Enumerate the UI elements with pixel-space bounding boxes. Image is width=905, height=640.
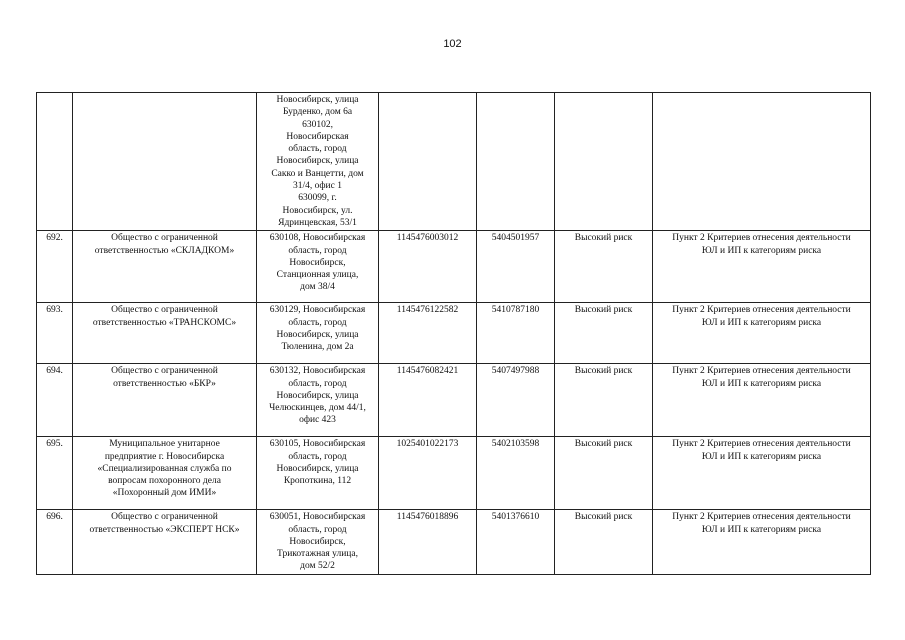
address-cell [257,231,379,303]
org-name-line: Общество с ограниченной [111,233,218,244]
org-name-line: вопросам похоронного дела [108,476,221,487]
address-line: область, город [288,144,347,155]
criteria-line: Пункт 2 Критериев отнесения деятельности [672,366,851,377]
address-line: 630099, г. [298,193,337,204]
ogrn-cell: 1145476122582 [379,303,477,364]
address-line: 630102, [302,119,333,130]
address-line: Новосибирск, улица [276,329,359,340]
row-number-cell: 693. [37,303,73,364]
address-line: Новосибирск, [289,257,346,268]
org-name-cell [73,231,257,303]
address-line: Челюскинцев, дом 44/1, [269,403,366,414]
org-name-cell [73,510,257,574]
criteria-line: ЮЛ и ИП к категориям риска [701,317,822,328]
address-line: Новосибирск, улица [276,463,359,474]
address-line: область, город [288,451,347,462]
risk-cell [555,93,653,231]
address-line: 630105, Новосибирская [269,439,366,450]
address-line: Новосибирск, [289,536,346,547]
risk-cell: Высокий риск [555,510,653,574]
inn-cell: 5410787180 [477,303,555,364]
address-line: Новосибирск, ул. [282,205,353,216]
address-line: Тюленина, дом 2а [281,342,354,353]
criteria-cell [653,231,871,303]
address-cell [257,364,379,437]
address-line: область, город [288,524,347,535]
page-number: 102 [443,38,462,50]
org-name-line: Общество с ограниченной [111,366,218,377]
criteria-cell [653,437,871,510]
table-row [37,364,871,437]
table-row [37,303,871,364]
address-line: 630129, Новосибирская [269,305,366,316]
address-line: Новосибирск, улица [276,95,359,105]
inn-cell [477,93,555,231]
address-cell [257,510,379,574]
criteria-line: Пункт 2 Критериев отнесения деятельности [672,305,851,316]
risk-cell: Высокий риск [555,437,653,510]
row-number-cell: 696. [37,510,73,574]
org-name-line: предприятие г. Новосибирска [104,451,225,462]
criteria-cell [653,93,871,231]
org-name-line: «Специализированная служба по [97,463,232,474]
address-cell [257,93,379,231]
address-line: область, город [288,317,347,328]
ogrn-cell [379,93,477,231]
criteria-cell [653,303,871,364]
org-name-line: ответственностью «ЭКСПЕРТ НСК» [89,524,240,535]
address-line: офис 423 [299,415,336,426]
registry-table [36,92,871,575]
table-row [37,231,871,303]
inn-cell: 5402103598 [477,437,555,510]
ogrn-cell: 1025401022173 [379,437,477,510]
criteria-line: Пункт 2 Критериев отнесения деятельности [672,233,851,244]
address-line: 630132, Новосибирская [269,366,366,377]
address-line: 630108, Новосибирская [269,233,366,244]
address-line: 630051, Новосибирская [269,512,366,523]
criteria-line: ЮЛ и ИП к категориям риска [701,245,822,256]
risk-cell: Высокий риск [555,231,653,303]
address-line: дом 52/2 [300,561,335,572]
org-name-cell [73,303,257,364]
ogrn-cell: 1145476082421 [379,364,477,437]
criteria-line: ЮЛ и ИП к категориям риска [701,378,822,389]
table-row [37,93,871,231]
address-cell [257,437,379,510]
risk-cell: Высокий риск [555,364,653,437]
address-line: Кропоткина, 112 [283,476,352,487]
criteria-line: ЮЛ и ИП к категориям риска [701,524,822,535]
ogrn-cell: 1145476003012 [379,231,477,303]
address-line: дом 38/4 [300,282,335,293]
address-line: Бурденко, дом 6а [282,107,353,118]
ogrn-cell: 1145476018896 [379,510,477,574]
org-name-cell [73,364,257,437]
table-row [37,510,871,574]
address-line: Новосибирская [286,131,349,142]
inn-cell: 5407497988 [477,364,555,437]
org-name-cell [73,437,257,510]
org-name-line: ответственностью «ТРАНСКОМС» [92,317,237,328]
address-line: область, город [288,245,347,256]
org-name-cell [73,93,257,231]
table-row [37,437,871,510]
criteria-cell [653,510,871,574]
inn-cell: 5401376610 [477,510,555,574]
org-name-line: ответственностью «СКЛАДКОМ» [94,245,235,256]
row-number-cell: 692. [37,231,73,303]
address-line: Трикотажная улица, [277,549,358,560]
criteria-line: Пункт 2 Критериев отнесения деятельности [672,439,851,450]
address-line: Сакко и Ванцетти, дом [271,168,364,179]
address-line: область, город [288,378,347,389]
org-name-line: Муниципальное унитарное [109,439,220,450]
address-line: Ядринцевская, 53/1 [278,217,357,228]
address-cell [257,303,379,364]
address-line: Новосибирск, улица [276,390,359,401]
org-name-line: ответственностью «БКР» [113,378,216,389]
row-number-cell [37,93,73,231]
criteria-cell [653,364,871,437]
org-name-line: Общество с ограниченной [111,512,218,523]
address-line: 31/4, офис 1 [293,181,342,192]
risk-cell: Высокий риск [555,303,653,364]
org-name-line: «Похоронный дом ИМИ» [112,488,217,499]
address-line: Новосибирск, улица [276,156,359,167]
row-number-cell: 695. [37,437,73,510]
address-line: Станционная улица, [276,270,359,281]
criteria-line: ЮЛ и ИП к категориям риска [701,451,822,462]
org-name-line: Общество с ограниченной [111,305,218,316]
criteria-line: Пункт 2 Критериев отнесения деятельности [672,512,851,523]
inn-cell: 5404501957 [477,231,555,303]
row-number-cell: 694. [37,364,73,437]
